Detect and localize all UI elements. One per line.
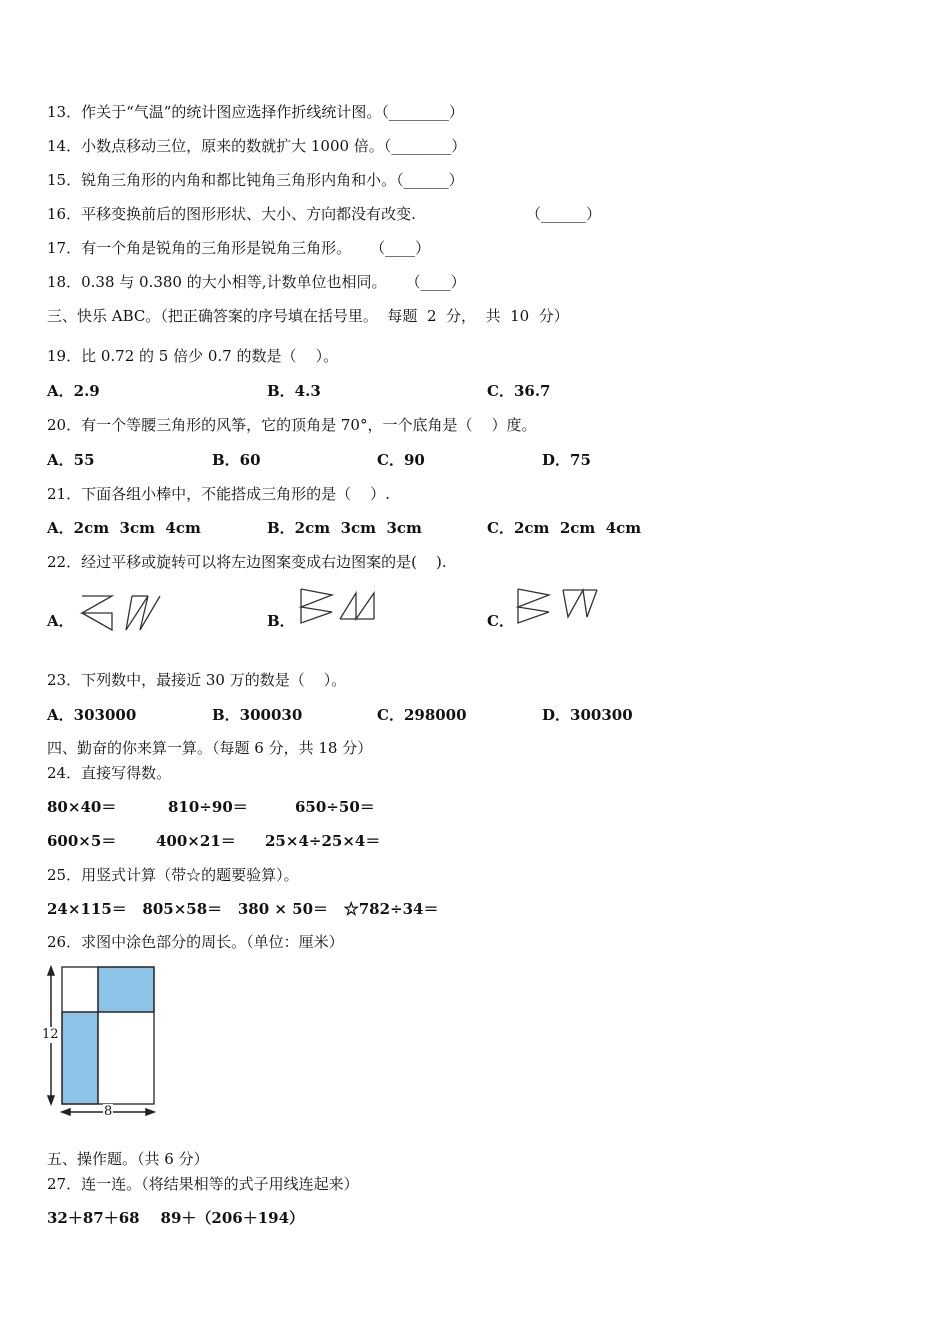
q19-option-c: C．36.7 xyxy=(487,382,551,400)
question-17: 17．有一个角是锐角的三角形是锐角三角形。 （____） xyxy=(47,239,431,257)
question-26: 26．求图中涂色部分的周长。（单位：厘米） xyxy=(47,933,344,951)
q24-item: 25×4÷25×4＝ xyxy=(265,832,381,850)
q24-item: 400×21＝ xyxy=(156,832,236,850)
q24-item: 80×40＝ xyxy=(47,798,117,816)
q22-option-b: B． xyxy=(267,612,295,630)
q21-option-b: B．2cm 3cm 3cm xyxy=(267,519,422,537)
q20-option-a: A．55 xyxy=(47,451,95,469)
q23-option-c: C．298000 xyxy=(377,706,467,724)
question-20: 20．有一个等腰三角形的风筝，它的顶角是 70°，一个底角是（ ）度。 xyxy=(47,416,537,434)
q22-option-c: C． xyxy=(487,612,514,630)
q24-item: 600×5＝ xyxy=(47,832,117,850)
q20-option-b: B．60 xyxy=(212,451,261,469)
question-24: 24．直接写得数。 xyxy=(47,764,172,782)
q21-option-a: A．2cm 3cm 4cm xyxy=(47,519,201,537)
question-19: 19．比 0.72 的 5 倍少 0.7 的数是（ ）。 xyxy=(47,347,339,365)
q26-height-label: 12 xyxy=(42,1027,59,1042)
q23-option-a: A．303000 xyxy=(47,706,137,724)
q25-items: 24×115＝ 805×58＝ 380 × 50＝ ☆782÷34＝ xyxy=(47,900,439,918)
q24-item: 810÷90＝ xyxy=(168,798,248,816)
q22-figure-b xyxy=(298,587,388,627)
q20-option-c: C．90 xyxy=(377,451,425,469)
q27-items: 32＋87＋68 89＋（206＋194） xyxy=(47,1209,305,1227)
q26-width-label: 8 xyxy=(104,1104,113,1119)
question-25: 25．用竖式计算（带☆的题要验算）。 xyxy=(47,866,299,884)
q22-figure-c xyxy=(515,587,605,627)
shaded-rect-top xyxy=(98,967,154,1012)
question-21: 21．下面各组小棒中，不能搭成三角形的是（ ）. xyxy=(47,485,390,503)
q21-option-c: C．2cm 2cm 4cm xyxy=(487,519,642,537)
q26-figure xyxy=(40,964,170,1124)
q24-item: 650÷50＝ xyxy=(295,798,375,816)
section-4-title: 四、勤奋的你来算一算。（每题 6 分，共 18 分） xyxy=(47,739,373,757)
q22-option-a: A． xyxy=(47,612,74,630)
section-5-title: 五、操作题。（共 6 分） xyxy=(47,1150,209,1168)
section-3-title: 三、快乐 ABC。（把正确答案的序号填在括号里。 每题 2 分， 共 10 分） xyxy=(47,307,569,325)
question-16-blank: （______） xyxy=(526,205,602,223)
question-14: 14．小数点移动三位，原来的数就扩大 1000 倍。（________） xyxy=(47,137,467,155)
q23-option-b: B．300030 xyxy=(212,706,303,724)
question-23: 23．下列数中，最接近 30 万的数是（ ）。 xyxy=(47,671,347,689)
q23-option-d: D．300300 xyxy=(542,706,633,724)
question-18: 18．0.38 与 0.380 的大小相等,计数单位也相同。 （____） xyxy=(47,273,466,291)
question-22: 22．经过平移或旋转可以将左边图案变成右边图案的是( ). xyxy=(47,553,447,571)
question-16: 16．平移变换前后的图形形状、大小、方向都没有改变. xyxy=(47,205,416,223)
question-27: 27．连一连。（将结果相等的式子用线连起来） xyxy=(47,1175,359,1193)
q20-option-d: D．75 xyxy=(542,451,591,469)
q19-option-a: A．2.9 xyxy=(47,382,100,400)
question-13: 13．作关于“气温”的统计图应选择作折线统计图。（________） xyxy=(47,103,464,121)
question-15: 15．锐角三角形的内角和都比钝角三角形内角和小。（______） xyxy=(47,171,464,189)
q22-figure-a xyxy=(80,593,170,633)
shaded-rect-bottom xyxy=(62,1012,98,1104)
q19-option-b: B．4.3 xyxy=(267,382,321,400)
